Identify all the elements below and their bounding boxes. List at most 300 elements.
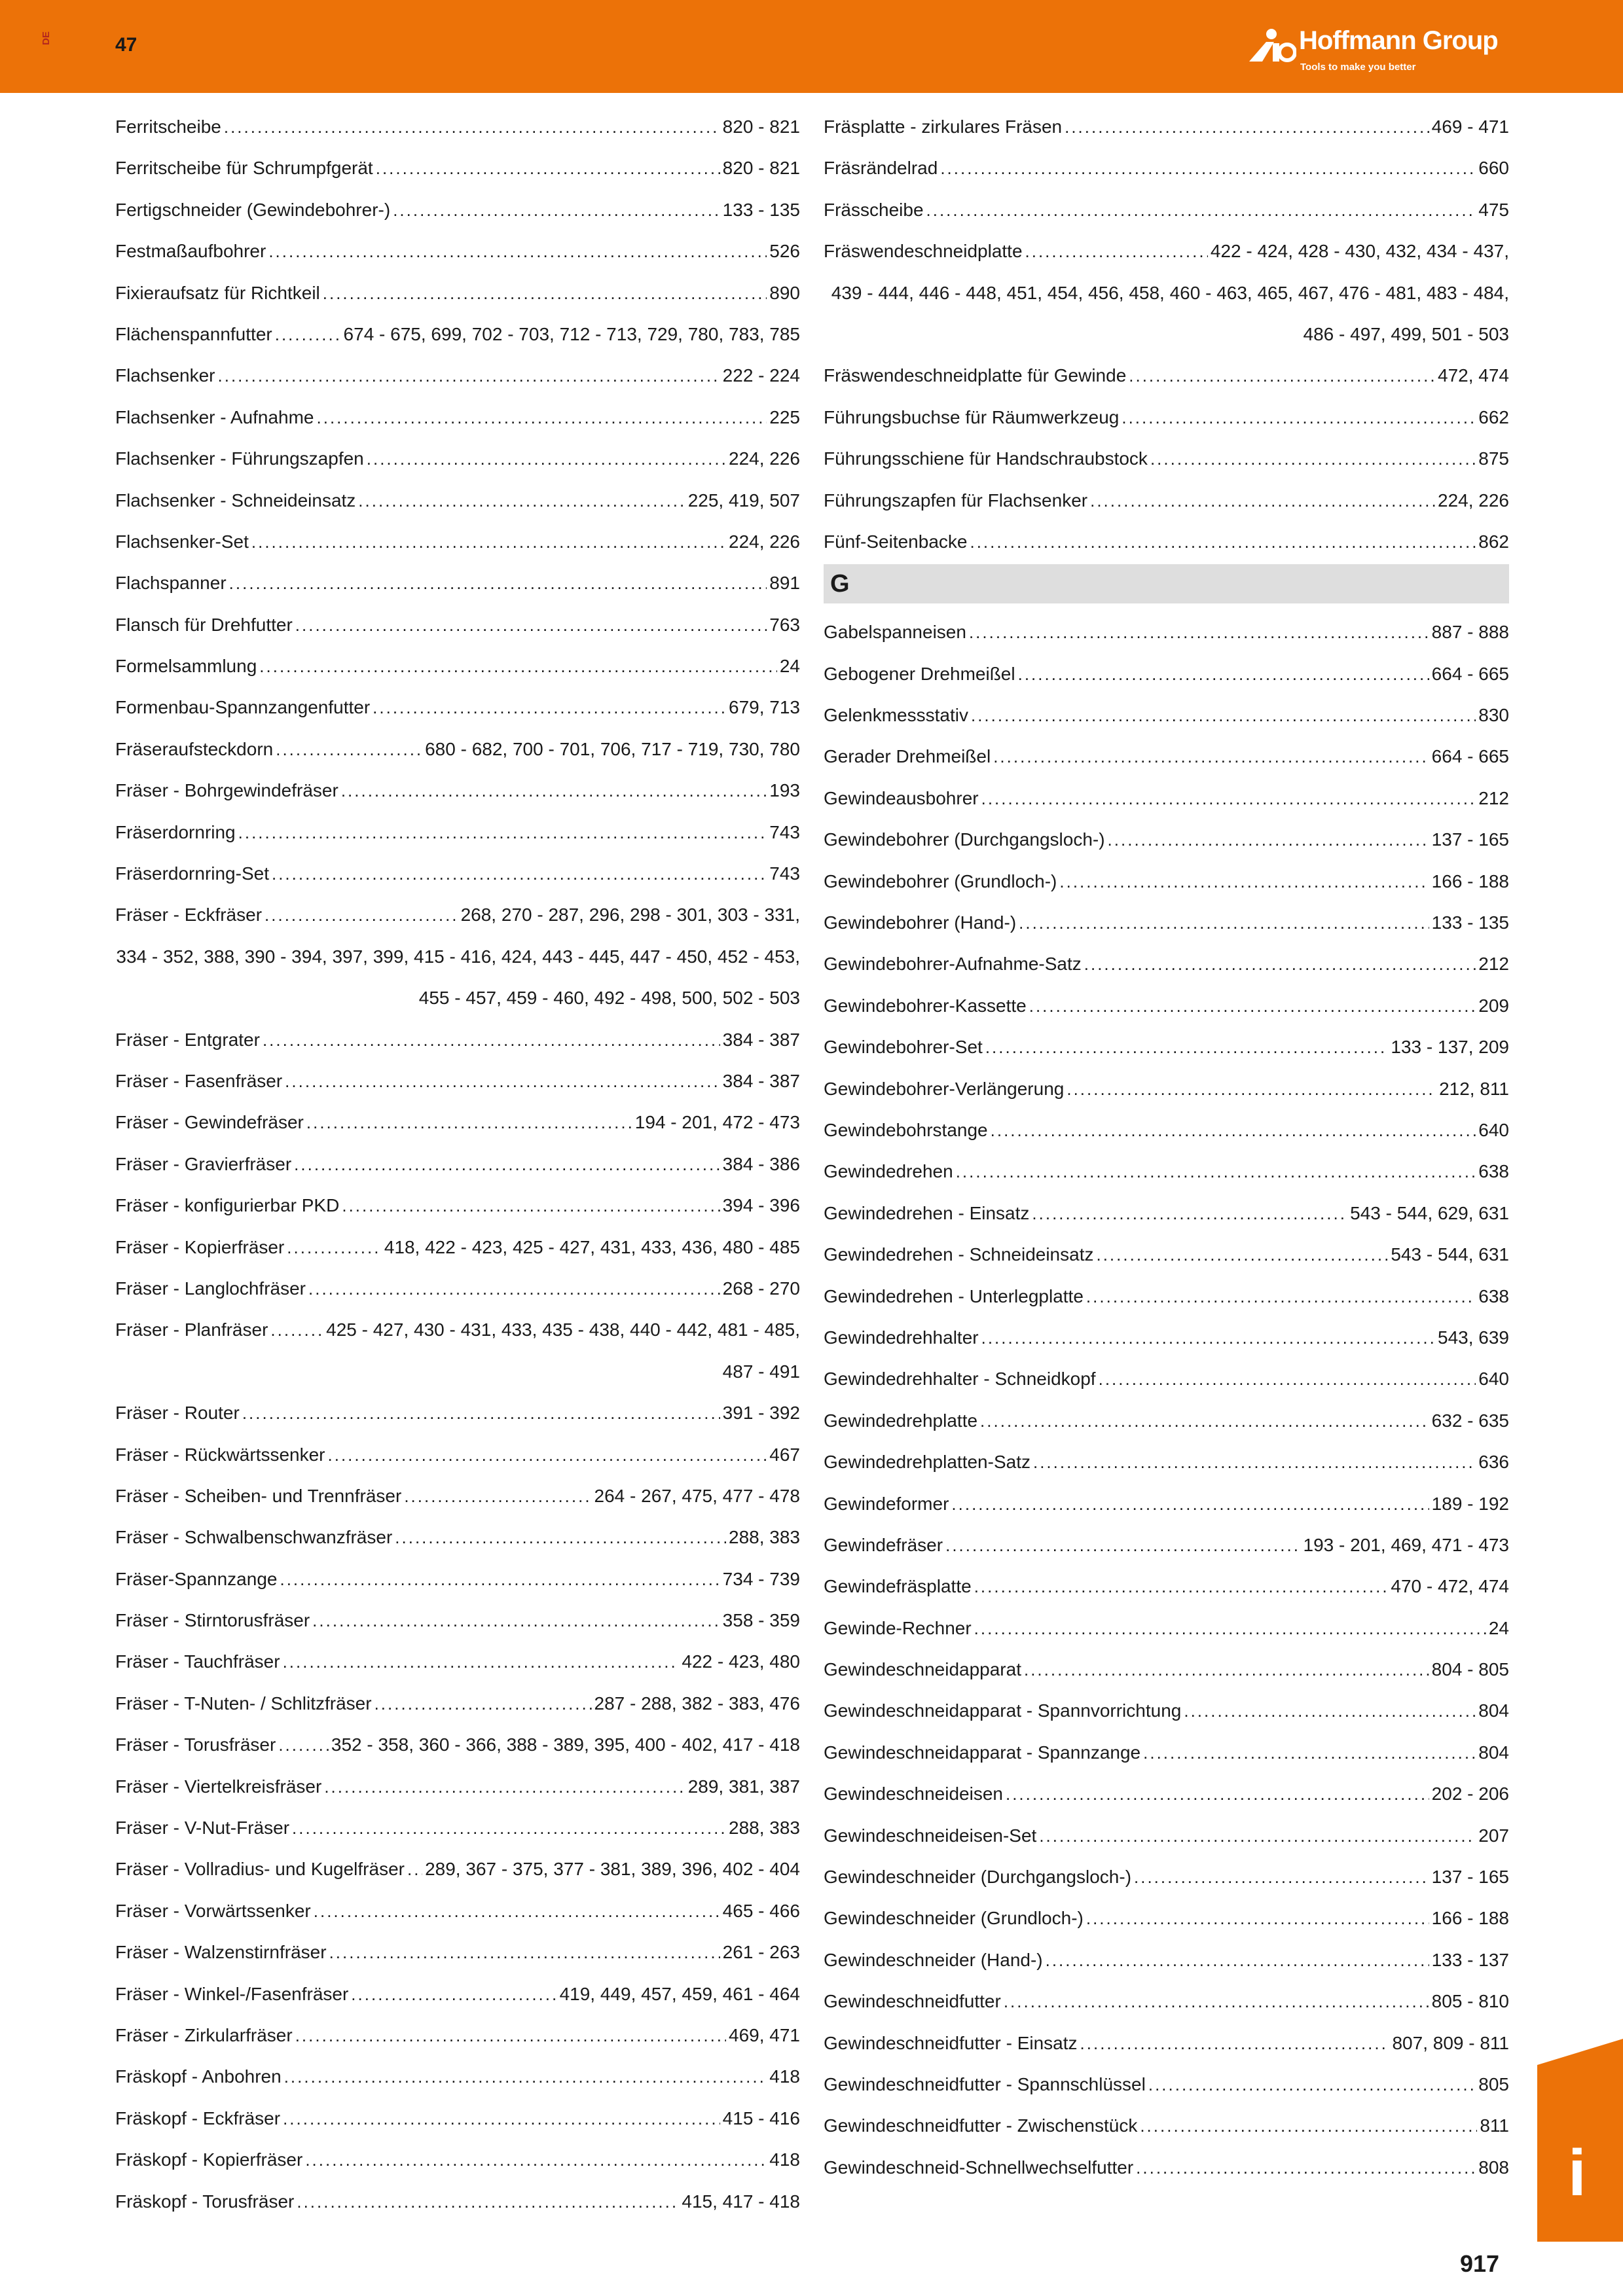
index-term: Gewindefräsplatte	[824, 1576, 972, 1597]
leader-dots	[1136, 2147, 1476, 2189]
hoffmann-logo	[1244, 22, 1519, 81]
index-entry-line	[824, 355, 1509, 396]
index-page-refs: 358 - 359	[722, 1610, 800, 1631]
index-entry	[115, 480, 800, 521]
index-term: Führungsbuchse für Räumwerkzeug	[824, 406, 1120, 427]
index-entry-line	[115, 1931, 800, 1973]
leader-dots	[292, 1808, 726, 1849]
index-term: Fräser - Router	[115, 1403, 240, 1424]
index-term: Fräsrändelrad	[824, 158, 938, 179]
index-page-refs: 804	[1478, 1700, 1509, 1721]
index-page-refs: 288, 383	[729, 1818, 800, 1839]
index-entry	[824, 1897, 1509, 1939]
index-term: Gewindeausbohrer	[824, 787, 979, 808]
index-page-refs: 415, 417 - 418	[682, 2191, 800, 2212]
leader-dots	[395, 1517, 726, 1558]
index-entry-line	[115, 1724, 800, 1765]
index-page-refs: 543 - 544, 629, 631	[1350, 1202, 1509, 1223]
index-page-refs: 133 - 135	[1431, 912, 1509, 933]
index-page-refs: 820 - 821	[722, 158, 800, 179]
index-entry	[824, 1732, 1509, 1773]
index-term: Fräswendeschneidplatte für Gewinde	[824, 365, 1127, 386]
index-page-refs: 207	[1478, 1825, 1509, 1846]
index-entry	[115, 1516, 800, 1558]
index-term: Fräser - Stirntorusfräser	[115, 1610, 310, 1631]
index-entry-line	[824, 1856, 1509, 1897]
leader-dots	[1150, 439, 1476, 480]
index-entry	[115, 314, 800, 355]
index-entry-line	[824, 1441, 1509, 1482]
index-entry	[824, 1939, 1509, 1981]
leader-dots	[376, 148, 720, 189]
index-term: Fixieraufsatz für Richtkeil	[115, 282, 320, 303]
index-entry	[115, 812, 800, 853]
index-term: Fräswendeschneidplatte	[824, 241, 1023, 262]
index-page-refs: 763	[769, 614, 800, 635]
leader-dots	[272, 853, 767, 895]
index-entry	[824, 397, 1509, 438]
leader-dots	[276, 729, 422, 770]
index-page-refs: 24	[779, 656, 800, 677]
index-entry-line	[824, 1566, 1509, 1607]
index-entry-line	[115, 1434, 800, 1475]
index-term: Gewindeschneidfutter - Zwischenstück	[824, 2115, 1138, 2136]
index-entry	[824, 1151, 1509, 1192]
index-column-left	[115, 106, 800, 2222]
index-page-refs: 193	[769, 780, 800, 801]
index-entry	[824, 521, 1509, 562]
index-term: Fräser - Vollradius- und Kugelfräser	[115, 1859, 405, 1880]
leader-dots	[341, 770, 767, 812]
index-entry-line	[824, 106, 1509, 147]
index-term: Flachsenker	[115, 365, 215, 386]
leader-dots	[969, 612, 1429, 653]
leader-dots	[974, 1608, 1486, 1649]
index-entry-line	[115, 2015, 800, 2056]
index-term: Flachspanner	[115, 573, 227, 594]
index-entry	[115, 1227, 800, 1268]
leader-dots	[1096, 1234, 1388, 1276]
index-term: Fräser - Scheiben- und Trennfräser	[115, 1485, 402, 1506]
index-entry	[115, 2015, 800, 2056]
index-entry	[115, 189, 800, 230]
leader-dots	[951, 1484, 1429, 1525]
index-entry-line	[824, 1317, 1509, 1358]
index-entry	[115, 894, 800, 1018]
index-entry-line	[824, 480, 1509, 521]
index-entry	[115, 1890, 800, 1931]
index-term: Fräser - Entgrater	[115, 1029, 260, 1050]
leader-dots	[1129, 355, 1435, 397]
index-entry-line	[824, 1815, 1509, 1856]
leader-dots	[312, 1600, 720, 1641]
leader-dots	[1099, 1359, 1476, 1400]
leader-dots	[218, 355, 720, 397]
index-entry	[115, 355, 800, 396]
index-entry	[824, 902, 1509, 943]
index-entry	[115, 853, 800, 894]
leader-dots	[1184, 1691, 1476, 1732]
index-entry	[824, 1358, 1509, 1399]
index-page-refs: 384 - 387	[722, 1029, 800, 1050]
index-term: Fräser - Eckfräser	[115, 905, 263, 925]
index-entry-line	[824, 1358, 1509, 1399]
index-term: Fräser - Viertelkreisfräser	[115, 1776, 322, 1797]
index-entry	[824, 1317, 1509, 1358]
index-entry-line	[115, 1766, 800, 1807]
index-term: Gewindedrehen - Einsatz	[824, 1202, 1030, 1223]
index-entry	[115, 2181, 800, 2222]
index-term: Fräser - Vorwärtssenker	[115, 1900, 311, 1921]
index-entry-line	[115, 2056, 800, 2097]
logo-tagline: Tools to make you better	[1300, 62, 1416, 73]
index-page-refs: 640	[1478, 1369, 1509, 1390]
index-entry-line	[824, 694, 1509, 736]
leader-dots	[1019, 903, 1429, 944]
index-entry-line	[824, 1068, 1509, 1109]
leader-dots	[1032, 1193, 1347, 1234]
leader-dots	[1134, 1857, 1429, 1898]
index-entry-line	[115, 1641, 800, 1682]
index-entry-line	[824, 1193, 1509, 1234]
index-page-refs: 887 - 888	[1431, 622, 1509, 643]
page-header	[0, 0, 1623, 93]
index-entry	[115, 604, 800, 645]
index-entry	[824, 2064, 1509, 2105]
index-entry-line	[115, 604, 800, 645]
index-entry-line	[824, 2022, 1509, 2064]
leader-dots	[367, 439, 726, 480]
index-page-refs: 352 - 358, 360 - 366, 388 - 389, 395, 400 - 402, 417 - 418	[331, 1734, 800, 1755]
index-page-refs: 394 - 396	[722, 1195, 800, 1216]
leader-dots	[285, 1061, 720, 1102]
index-page-refs: 674 - 675, 699, 702 - 703, 712 - 713, 729, 780, 783, 785	[343, 323, 800, 344]
index-page-refs: 891	[769, 573, 800, 594]
index-term: Ferritscheibe	[115, 117, 221, 137]
leader-dots	[259, 646, 777, 687]
leader-dots	[985, 1027, 1389, 1068]
leader-dots	[242, 1393, 720, 1434]
index-term: Gewindebohrstange	[824, 1119, 988, 1140]
index-entry-line	[115, 1558, 800, 1600]
index-entry-line	[824, 397, 1509, 438]
index-entry	[824, 943, 1509, 984]
index-entry	[824, 480, 1509, 521]
index-entry	[824, 985, 1509, 1026]
index-term: Gewindebohrer-Kassette	[824, 995, 1027, 1016]
index-entry	[824, 1856, 1509, 1897]
index-entry	[115, 1641, 800, 1682]
language-code-label: DE	[41, 31, 52, 45]
index-entry-line	[824, 985, 1509, 1026]
index-entry-line	[115, 687, 800, 728]
section-header-g: G	[824, 564, 1509, 603]
index-page-refs: 222 - 224	[722, 365, 800, 386]
index-page-refs: 467	[769, 1444, 800, 1465]
index-term: Gewindebohrer (Hand-)	[824, 912, 1017, 933]
index-term: Gewindeschneider (Durchgangsloch-)	[824, 1867, 1132, 1888]
index-entry-line	[824, 611, 1509, 653]
index-page-refs: 664 - 665	[1431, 746, 1509, 767]
index-entry	[115, 770, 800, 811]
index-entry	[824, 1026, 1509, 1067]
leader-dots	[295, 605, 767, 646]
index-entry	[115, 438, 800, 479]
index-entry	[115, 397, 800, 438]
index-term: Gewindeschneidfutter - Einsatz	[824, 2032, 1078, 2053]
index-term: Gewindeschneidapparat - Spannvorrichtung	[824, 1700, 1182, 1721]
index-entry-line	[115, 438, 800, 479]
index-page-refs: 289, 381, 387	[687, 1776, 800, 1797]
leader-dots	[993, 736, 1429, 778]
leader-dots	[1090, 480, 1435, 522]
index-entry-line	[115, 480, 800, 521]
index-term: Fräser - Tauchfräser	[115, 1651, 280, 1672]
leader-dots	[224, 107, 720, 148]
logo-wordmark: Hoffmann Group	[1299, 26, 1498, 55]
index-term: Fräser - Fasenfräser	[115, 1070, 283, 1091]
index-term: Gewinde-Rechner	[824, 1617, 972, 1638]
index-entry-line	[115, 1143, 800, 1185]
leader-dots	[971, 695, 1476, 736]
index-term: Ferritscheibe für Schrumpfgerät	[115, 158, 373, 179]
index-term: Flachsenker - Schneideinsatz	[115, 490, 356, 511]
index-entry-line	[115, 770, 800, 811]
index-entry-line	[115, 1227, 800, 1268]
index-page-refs: 475	[1478, 199, 1509, 220]
index-term: Flachsenker - Aufnahme	[115, 406, 314, 427]
index-term: Fräsplatte - zirkulares Fräsen	[824, 117, 1063, 137]
leader-dots	[263, 1020, 720, 1061]
leader-dots	[940, 148, 1476, 189]
index-page-refs: 418, 422 - 423, 425 - 427, 431, 433, 436, 480 - 485	[384, 1236, 800, 1257]
index-term: Gewindeschneidfutter - Spannschlüssel	[824, 2073, 1146, 2094]
index-term: Gewindebohrer (Grundloch-)	[824, 870, 1057, 891]
leader-dots	[991, 1110, 1476, 1151]
leader-dots	[1086, 1276, 1476, 1318]
index-entry-line	[115, 1185, 800, 1226]
index-page-refs: 425 - 427, 430 - 431, 433, 435 - 438, 440 - 442, 481 - 485,	[326, 1319, 800, 1340]
index-page-refs: 133 - 137	[1431, 1949, 1509, 1970]
index-page-refs: 805	[1478, 2073, 1509, 2094]
index-entry	[115, 1807, 800, 1848]
index-term: Gewindeschneideisen-Set	[824, 1825, 1037, 1846]
index-term: Gewindebohrer-Aufnahme-Satz	[824, 954, 1082, 975]
index-entry-line	[824, 2064, 1509, 2105]
index-entry	[115, 1724, 800, 1765]
index-entry-line	[115, 189, 800, 230]
index-page-refs: 137 - 165	[1431, 829, 1509, 850]
index-entry	[115, 1434, 800, 1475]
index-group-f	[824, 106, 1509, 562]
index-entry	[824, 1483, 1509, 1524]
index-entry	[824, 2105, 1509, 2146]
index-term: Fräser - Gravierfräser	[115, 1153, 292, 1174]
index-entry-line	[824, 1690, 1509, 1731]
index-page-refs: 224, 226	[729, 531, 800, 552]
leader-dots	[974, 1566, 1389, 1607]
index-entry-line	[824, 1939, 1509, 1981]
leader-dots	[238, 812, 767, 853]
index-entry	[115, 1268, 800, 1309]
index-entry	[824, 189, 1509, 230]
index-entry-line	[115, 1102, 800, 1143]
leader-dots	[926, 190, 1476, 231]
index-entry-line	[115, 1600, 800, 1641]
index-term: Führungsschiene für Handschraubstock	[824, 448, 1148, 469]
leader-dots	[323, 273, 767, 314]
index-entry	[115, 1143, 800, 1185]
index-term: Gewindebohrer-Set	[824, 1037, 983, 1058]
index-entry	[824, 1400, 1509, 1441]
language-code	[41, 31, 55, 58]
leader-dots	[1025, 231, 1208, 272]
index-entry	[824, 611, 1509, 653]
index-page-refs: 470 - 472, 474	[1391, 1576, 1509, 1597]
index-entry	[824, 861, 1509, 902]
index-entry-line	[824, 1276, 1509, 1317]
leader-dots	[1018, 654, 1429, 695]
index-entry-line	[115, 1516, 800, 1558]
index-term: Fünf-Seitenbacke	[824, 531, 968, 552]
index-entry-line	[824, 819, 1509, 860]
index-entry-line	[824, 1234, 1509, 1275]
index-entry	[824, 1566, 1509, 1607]
index-entry-line	[824, 189, 1509, 230]
leader-dots	[287, 1227, 382, 1268]
index-entry-line	[115, 1890, 800, 1931]
index-term: Fräser - Rückwärtssenker	[115, 1444, 325, 1465]
index-term: Fräskopf - Eckfräser	[115, 2108, 281, 2128]
index-page-refs: 734 - 739	[722, 1568, 800, 1589]
index-entry	[824, 778, 1509, 819]
index-entry-line	[115, 1268, 800, 1309]
index-entry-line	[824, 1151, 1509, 1192]
index-entry-line	[115, 1392, 800, 1433]
index-page-refs: 811	[1480, 2115, 1509, 2136]
index-entry-line	[115, 2181, 800, 2222]
leader-dots	[342, 1185, 720, 1227]
leader-dots	[980, 1401, 1429, 1442]
index-term: Fräser - Winkel-/Fasenfräser	[115, 1983, 349, 2004]
index-page-refs: 268 - 270	[722, 1278, 800, 1299]
index-page-refs: 415 - 416	[722, 2108, 800, 2128]
index-entry	[824, 1524, 1509, 1566]
index-entry	[115, 147, 800, 188]
index-term: Gewindeschneid-Schnellwechselfutter	[824, 2157, 1134, 2178]
index-page-refs: 133 - 135	[722, 199, 800, 220]
index-page-refs: 640	[1478, 1119, 1509, 1140]
index-term: Fräskopf - Anbohren	[115, 2066, 282, 2087]
leader-dots	[275, 314, 341, 355]
index-term: Gabelspanneisen	[824, 622, 966, 643]
index-page-refs: 422 - 423, 480	[682, 1651, 800, 1672]
leader-dots	[945, 1525, 1300, 1566]
index-entry	[115, 2139, 800, 2180]
index-entry-line	[824, 861, 1509, 902]
index-entry-line	[115, 562, 800, 603]
index-entry-line	[824, 653, 1509, 694]
index-page-refs: 209	[1478, 995, 1509, 1016]
index-page-refs: 664 - 665	[1431, 663, 1509, 684]
index-entry	[824, 1441, 1509, 1482]
index-entry	[115, 728, 800, 770]
index-term: Führungszapfen für Flachsenker	[824, 490, 1088, 511]
leader-dots	[264, 895, 458, 936]
index-page-refs: 820 - 821	[722, 117, 800, 137]
index-page-refs: 422 - 424, 428 - 430, 432, 434 - 437,	[1210, 241, 1509, 262]
index-term: Fräseraufsteckdorn	[115, 738, 274, 759]
leader-dots	[1086, 1898, 1429, 1939]
index-term: Gewindeschneidfutter	[824, 1991, 1001, 2012]
index-entry	[115, 1766, 800, 1807]
index-entry	[824, 355, 1509, 396]
leader-dots	[278, 1725, 329, 1766]
index-entry-line	[115, 355, 800, 396]
leader-dots	[1046, 1940, 1429, 1981]
index-entry-line	[824, 438, 1509, 479]
index-entry-line	[115, 272, 800, 314]
index-page-refs: 830	[1478, 705, 1509, 726]
index-entry-line	[115, 230, 800, 272]
index-entry	[824, 1234, 1509, 1275]
index-page-refs: 469, 471	[729, 2024, 800, 2045]
index-entry-line	[824, 521, 1509, 562]
index-entry	[824, 106, 1509, 147]
index-entry-line	[824, 2147, 1509, 2188]
leader-dots	[229, 563, 767, 604]
index-term: Fertigschneider (Gewindebohrer-)	[115, 199, 391, 220]
index-page-refs: 638	[1478, 1161, 1509, 1182]
index-term: Gewindeformer	[824, 1493, 949, 1514]
index-page-refs: 662	[1478, 406, 1509, 427]
leader-dots	[358, 480, 685, 522]
index-page-refs: 743	[769, 821, 800, 842]
index-term: Gewindeschneidapparat	[824, 1659, 1021, 1680]
index-term: Gewindefräser	[824, 1534, 943, 1555]
index-page-refs: 632 - 635	[1431, 1410, 1509, 1431]
index-entry-line	[115, 853, 800, 894]
index-page-refs: 465 - 466	[722, 1900, 800, 1921]
leader-dots	[1148, 2064, 1476, 2106]
index-entry	[824, 230, 1509, 355]
index-page-refs: 472, 474	[1438, 365, 1509, 386]
index-entry	[824, 1815, 1509, 1856]
index-entry-line	[824, 2105, 1509, 2146]
index-term: Fräser - Langlochfräser	[115, 1278, 306, 1299]
index-entry	[115, 1973, 800, 2015]
leader-dots	[404, 1476, 591, 1517]
index-page-refs-continued: 487 - 491	[722, 1361, 800, 1382]
leader-dots	[328, 1435, 767, 1476]
index-entry	[824, 1607, 1509, 1649]
index-entry	[824, 1276, 1509, 1317]
index-page-refs-continued: 439 - 444, 446 - 448, 451, 454, 456, 458, 460 - 463, 465, 467, 476 - 481, 483 - 484,	[831, 282, 1509, 303]
leader-dots	[1033, 1442, 1476, 1483]
leader-dots	[284, 2056, 767, 2098]
index-page-refs: 193 - 201, 469, 471 - 473	[1303, 1534, 1509, 1555]
index-entry-line	[824, 902, 1509, 943]
leader-dots	[1006, 1774, 1429, 1815]
leader-dots	[283, 2098, 720, 2140]
index-entry	[115, 1683, 800, 1724]
leader-dots	[283, 1641, 680, 1683]
index-entry	[115, 1558, 800, 1600]
index-entry	[115, 272, 800, 314]
index-term: Fräser - Gewindefräser	[115, 1112, 304, 1133]
index-page-refs: 212	[1478, 954, 1509, 975]
index-entry-line	[824, 1607, 1509, 1649]
